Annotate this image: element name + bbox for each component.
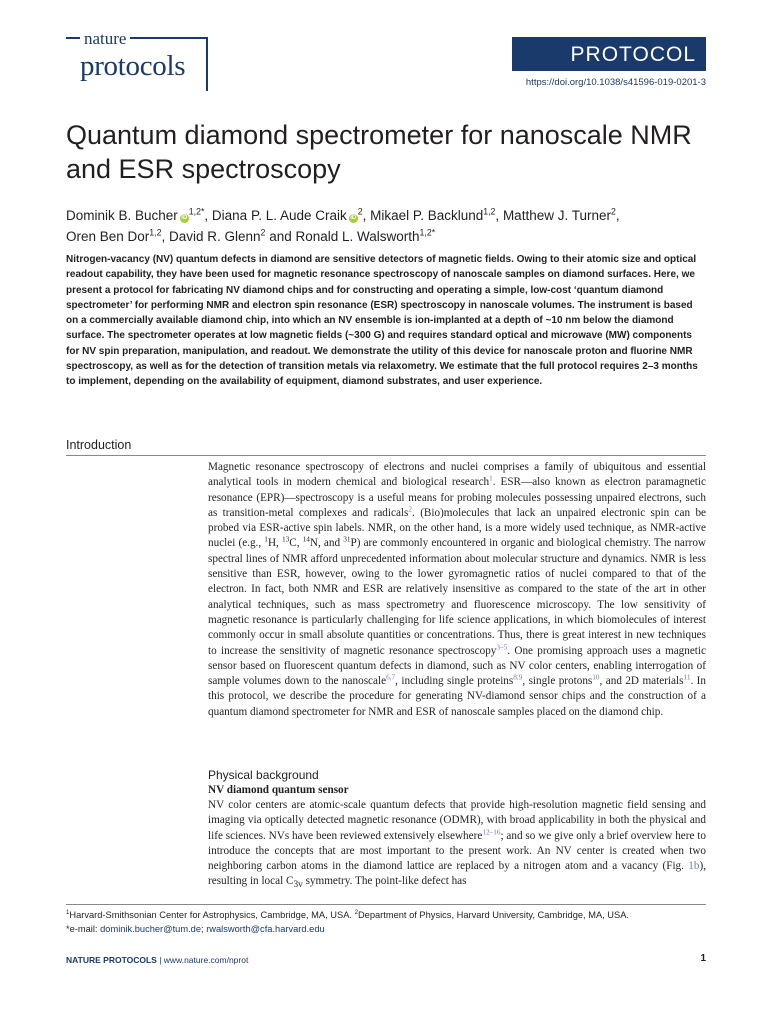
article-type-banner: PROTOCOL: [512, 37, 706, 71]
author-affiliation: 1,2*: [419, 227, 436, 238]
footnote: [66, 909, 726, 936]
author-name: Diana P. L. Aude Craik: [211, 208, 347, 223]
footer-url-link[interactable]: www.nature.com/nprot: [163, 955, 249, 965]
author-affiliation: 2: [610, 206, 616, 217]
subsection-heading-nv-sensor: NV diamond quantum sensor: [208, 784, 349, 796]
article-title: Quantum diamond spectrometer for nanoscale NMR and ESR spectroscopy: [66, 120, 692, 184]
email-link-walsworth[interactable]: rwalsworth@cfa.harvard.edu: [206, 923, 325, 934]
abstract: Nitrogen-vacancy (NV) quantum defects in diamond are sensitive detectors of magnetic fields. Owing to their atomic size and optical readout capability, they have been used for magnetic resonance spectroscopy of nanoscale samples on diamond surfaces. Here, we present a protocol for fabricating NV diamond chips and for constructing and operating a simple, low-cost ‘quantum diamond spectrometer’ for performing NMR and electron spin resonance (ESR) spectroscopy in nanoscale volumes. The instrument is based on a commercially available diamond chip, into which an NV ensemble is ion-implanted at a depth of ~10 nm below the diamond surface. The spectrometer operates at low magnetic fields (~300 G) and requires standard optical and microwave (MW) components for NV spin preparation, manipulation, and readout. We demonstrate the utility of this device for nanoscale proton and fluorine NMR spectroscopy, as well as for the detection of transition metals via relaxometry. We estimate that the full protocol requires 2–3 months to implement, depending on the availability of equipment, diamond substrates, and user experience.: [66, 254, 698, 388]
section-divider: [66, 455, 706, 456]
intro-paragraph: Magnetic resonance spectroscopy of electrons and nuclei comprises a family of ubiquitous and essential analytical tools in modern chemical and biological research$^1$. ESR—also known as electron paramagnetic resonance (EPR)—spectroscopy is a useful means for probing molecules possessing unpaired electrons, such as transition-metal complexes and radicals$^2$. (Bio)molecules that lack an unpaired electronic spin can be probed via ESR-active spin labels. NMR, on the other hand, is a more widely used technique, as NMR-active nuclei (e.g., $^1$H, $^{13}$C, $^{14}$N, and $^{31}$P) are commonly encountered in organic and biological chemistry. The narrow spectral lines of NMR afford unprecedented information about molecular structure and dynamics. NMR is less sensitive than ESR, however, owing to the lower gyromagnetic ratios of nuclei compared to that of the electron. In fact, both NMR and ESR are relatively insensitive as compared to the state of the art in other analytical techniques, such as mass spectrometry and fluorescence microscopy. The low sensitivity of magnetic resonance is particularly challenging for life science applications, in which biomolecules of interest commonly occur in small absolute quantities or concentrations. Thus, there is great interest in new techniques to increase the sensitivity of magnetic resonance spectroscopy$^{3-5}$. One promising approach uses a magnetic sensor based on fluorescent quantum defects in diamond, such as NV color centers, enabling interrogation of sample volumes down to the nanoscale$^{6,7}$, including single proteins$^{8,9}$, single protons$^{10}$, and 2D materials$^{11}$. In this protocol, we describe the procedure for generating NV-diamond sensor chips and the construction of a quantum diamond spectrometer for NMR and ESR of nanoscale samples placed on the diamond chip.: [208, 461, 707, 718]
footer-separator: |: [156, 955, 164, 965]
author-name: Oren Ben Dor: [66, 229, 150, 244]
section-heading-physical-background: Physical background: [208, 768, 319, 782]
doi-link[interactable]: https://doi.org/10.1038/s41596-019-0201-3: [525, 77, 706, 88]
journal-logo-protocols: protocols: [80, 50, 186, 82]
author-name: Ronald L. Walsworth: [295, 229, 420, 244]
author-affiliation: 1,2: [149, 227, 162, 238]
physical-background-paragraph: NV color centers are atomic-scale quantum defects that provide high-resolution magnetic field sensing and imaging via optically detected magnetic resonance (ODMR), with broad applicability in both the physical and life sciences. NVs have been reviewed extensively elsewhere$^{12-16}$; and so we give only a brief overview here to introduce the concepts that are most important to the present work. An NV center is created when two neighboring carbon atoms in the diamond lattice are replaced by a nitrogen atom and a vacancy (Fig. 1b), resulting in local $C_{3v}$ symmetry. The point-like defect has: [208, 799, 706, 891]
email-link-bucher[interactable]: dominik.bucher@tum.de: [100, 923, 202, 934]
author-affiliation: 1,2*: [188, 206, 205, 217]
footer-journal-name: NATURE PROTOCOLS: [66, 955, 157, 965]
author-affiliation: 1,2: [483, 206, 496, 217]
email-separator: ;: [201, 923, 207, 934]
author-list: Dominik B. Bucher $iD^{1,2*}$, Diana P. L. Aude Craik $iD^2$, Mikael P. Backlund$^{1,2}$, Matthew J. Turner$^2$, Oren Ben Dor$^{1,2}$, David R. Glenn$^2$ and Ronald L. Walsworth$^{1,2*}$: [66, 206, 620, 244]
footnote-divider: [66, 904, 706, 905]
section-heading-introduction: Introduction: [66, 438, 132, 452]
contact-emails: [66, 923, 726, 937]
author-name: Mikael P. Backlund: [370, 208, 484, 223]
author-affiliation: 2: [357, 206, 363, 217]
email-label: *e-mail:: [66, 923, 101, 934]
page-number: 1: [700, 953, 706, 964]
orcid-icon[interactable]: iD: [350, 215, 357, 221]
author-name: Matthew J. Turner: [502, 208, 611, 223]
orcid-icon[interactable]: iD: [181, 215, 188, 221]
journal-logo-nature: nature: [80, 30, 130, 48]
author-affiliation: 2: [260, 227, 266, 238]
affiliations: $^1$Harvard-Smithsonian Center for Astrophysics, Cambridge, MA, USA. $^2$Department of Physics, Harvard University, Cambridge, MA, USA.: [66, 909, 630, 920]
author-name: David R. Glenn: [169, 229, 261, 244]
page-footer: [66, 955, 248, 965]
author-name: Dominik B. Bucher: [66, 208, 178, 223]
